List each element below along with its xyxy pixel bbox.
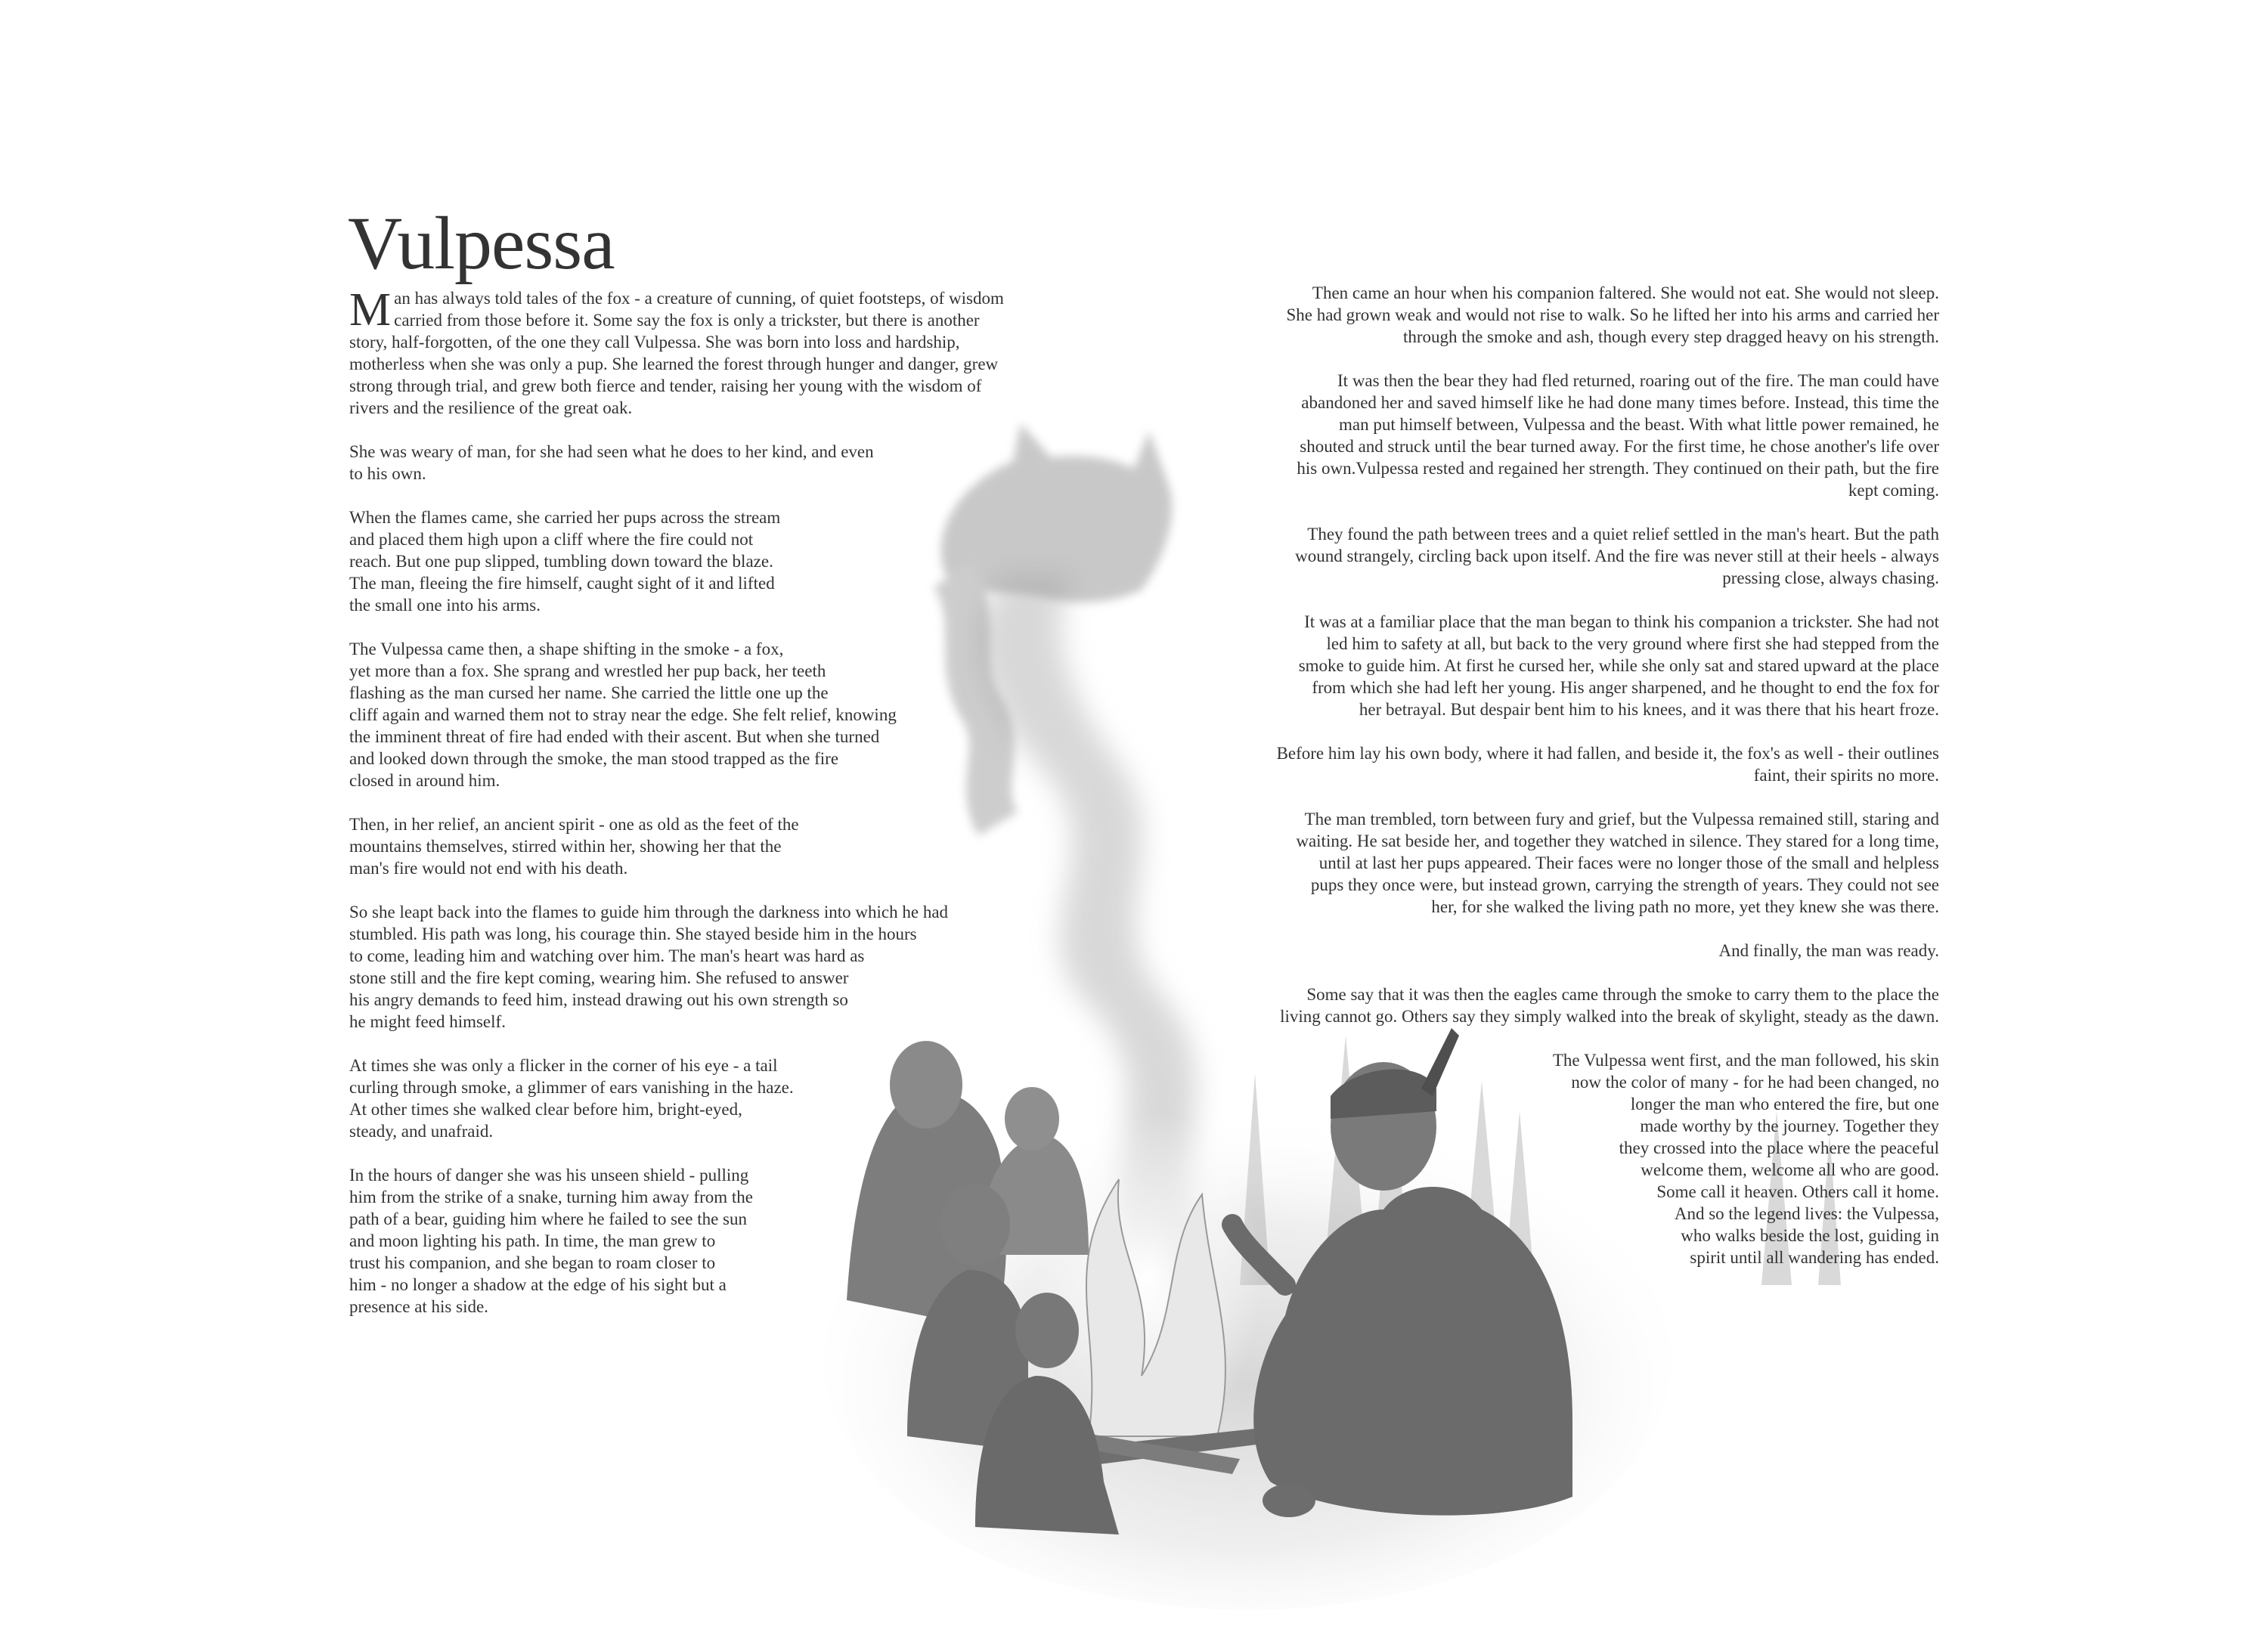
text-line: the imminent threat of fire had ended with their ascent. But when she turned: [349, 727, 880, 746]
text-line: an has always told tales of the fox - a creature of cunning, of quiet footsteps, of wisdom: [394, 289, 1004, 308]
text-line: spirit until all wandering has ended.: [1690, 1248, 1939, 1267]
story-paragraph: [349, 1055, 998, 1142]
text-line: they crossed into the place where the peaceful: [1619, 1138, 1939, 1157]
text-line: It was at a familiar place that the man began to think his companion a trickster. She had not: [1304, 612, 1939, 631]
text-line: Then came an hour when his companion faltered. She would not eat. She would not sleep.: [1312, 283, 1939, 302]
right-text-column: [1134, 282, 1939, 1290]
text-line: They found the path between trees and a quiet relief settled in the man's heart. But the path: [1307, 525, 1939, 544]
text-line: pressing close, always chasing.: [1722, 568, 1939, 587]
text-line: rivers and the resilience of the great oak.: [349, 398, 633, 417]
text-line: trust his companion, and she began to roam closer to: [349, 1253, 716, 1272]
text-line: wound strangely, circling back upon itself. And the fire was never still at their heels - always: [1295, 547, 1939, 565]
text-line: strong through trial, and grew both fierce and tender, raising her young with the wisdom of: [349, 376, 982, 395]
text-line: he might feed himself.: [349, 1012, 506, 1031]
text-line: him from the strike of a snake, turning him away from the: [349, 1188, 753, 1206]
story-paragraph: [349, 1164, 998, 1318]
text-line: waiting. He sat beside her, and together they watched in silence. They stared for a long time,: [1296, 832, 1939, 850]
text-line: led him to safety at all, but back to the very ground where first she had stepped from the: [1326, 634, 1939, 653]
text-line: abandoned her and saved himself like he had done many times before. Instead, this time the: [1301, 393, 1939, 412]
story-paragraph: [1134, 940, 1939, 962]
text-line: She had grown weak and would not rise to walk. So he lifted her into his arms and carried her: [1286, 305, 1939, 324]
text-line: In the hours of danger she was his unseen shield - pulling: [349, 1166, 749, 1185]
text-line: stumbled. His path was long, his courage thin. She stayed beside him in the hours: [349, 924, 917, 943]
text-line: yet more than a fox. She sprang and wrestled her pup back, her teeth: [349, 661, 826, 680]
text-line: story, half-forgotten, of the one they call Vulpessa. She was born into loss and hardship,: [349, 333, 960, 352]
text-line: welcome them, welcome all who are good.: [1641, 1160, 1939, 1179]
text-line: flashing as the man cursed her name. She carried the little one up the: [349, 683, 829, 702]
text-line: kept coming.: [1848, 481, 1939, 500]
text-line: him - no longer a shadow at the edge of his sight but a: [349, 1275, 727, 1294]
stone: [1263, 1484, 1315, 1517]
text-line: to come, leading him and watching over him. The man's heart was hard as: [349, 946, 865, 965]
text-line: to his own.: [349, 464, 426, 483]
text-line: man put himself between, Vulpessa and the beast. With what little power remained, he: [1339, 415, 1939, 434]
text-line: Before him lay his own body, where it had fallen, and beside it, the fox's as well - their outlines: [1276, 744, 1939, 763]
story-paragraph: [349, 441, 998, 485]
text-line: until at last her pups appeared. Their faces were no longer those of the small and helpless: [1318, 853, 1939, 872]
text-line: shouted and struck until the bear turned away. For the first time, he chose another's life over: [1300, 437, 1939, 456]
story-paragraph: [1134, 742, 1939, 786]
text-line: Some call it heaven. Others call it home.: [1656, 1182, 1939, 1201]
story-paragraph: [349, 506, 998, 616]
text-line: who walks beside the lost, guiding in: [1681, 1226, 1939, 1245]
text-line: steady, and unafraid.: [349, 1122, 494, 1141]
text-line: through the smoke and ash, though every step dragged heavy on his strength.: [1402, 327, 1939, 346]
text-line: It was then the bear they had fled returned, roaring out of the fire. The man could have: [1337, 371, 1939, 390]
story-paragraph: [1134, 1049, 1939, 1268]
text-line: At other times she walked clear before him, bright-eyed,: [349, 1100, 742, 1119]
story-paragraph: [1134, 370, 1939, 501]
text-line: the small one into his arms.: [349, 596, 541, 615]
story-paragraph: [349, 901, 998, 1033]
text-line: pups they once were, but instead grown, carrying the strength of years. They could not see: [1310, 875, 1939, 894]
text-line: now the color of many - for he had been changed, no: [1571, 1073, 1939, 1092]
drop-cap: M: [349, 284, 392, 336]
text-line: The man, fleeing the fire himself, caught sight of it and lifted: [349, 574, 775, 593]
text-line: faint, their spirits no more.: [1753, 766, 1939, 785]
text-line: his angry demands to feed him, instead drawing out his own strength so: [349, 990, 848, 1009]
text-line: path of a bear, guiding him where he failed to see the sun: [349, 1209, 747, 1228]
text-line: And finally, the man was ready.: [1718, 941, 1939, 960]
text-line: longer the man who entered the fire, but one: [1630, 1095, 1939, 1113]
text-line: her, for she walked the living path no more, yet they knew she was there.: [1431, 897, 1939, 916]
text-line: cliff again and warned them not to stray near the edge. She felt relief, knowing: [349, 705, 897, 724]
story-paragraph: [349, 638, 998, 791]
story-paragraph: [349, 813, 998, 879]
story-paragraph: [1134, 611, 1939, 720]
text-line: motherless when she was only a pup. She learned the forest through hunger and danger, grew: [349, 355, 999, 373]
page-title: Vulpessa: [348, 201, 615, 285]
text-line: When the flames came, she carried her pups across the stream: [349, 508, 781, 527]
text-line: reach. But one pup slipped, tumbling down toward the blaze.: [349, 552, 773, 571]
text-line: Some say that it was then the eagles came through the smoke to carry them to the place the: [1306, 985, 1939, 1004]
story-paragraph: [1134, 523, 1939, 589]
text-line: At times she was only a flicker in the corner of his eye - a tail: [349, 1056, 778, 1075]
text-line: She was weary of man, for she had seen what he does to her kind, and even: [349, 442, 874, 461]
text-line: stone still and the fire kept coming, wearing him. She refused to answer: [349, 968, 849, 987]
text-line: presence at his side.: [349, 1297, 488, 1316]
story-paragraph: [1134, 983, 1939, 1027]
text-line: The Vulpessa came then, a shape shifting in the smoke - a fox,: [349, 640, 784, 658]
text-line: curling through smoke, a glimmer of ears vanishing in the haze.: [349, 1078, 794, 1097]
text-line: The Vulpessa went first, and the man followed, his skin: [1552, 1051, 1939, 1070]
text-line: and looked down through the smoke, the man stood trapped as the fire: [349, 749, 839, 768]
story-paragraph: [1134, 808, 1939, 918]
text-line: Then, in her relief, an ancient spirit - one as old as the feet of the: [349, 815, 799, 834]
text-line: So she leapt back into the flames to guide him through the darkness into which he had: [349, 903, 949, 921]
text-line: man's fire would not end with his death.: [349, 859, 628, 878]
text-line: from which she had left her young. His anger sharpened, and he thought to end the fox for: [1312, 678, 1939, 697]
text-line: carried from those before it. Some say the fox is only a trickster, but there is another: [394, 311, 980, 330]
text-line: living cannot go. Others say they simply walked into the break of skylight, steady as the dawn.: [1280, 1007, 1939, 1026]
text-line: mountains themselves, stirred within her, showing her that the: [349, 837, 782, 856]
text-line: and placed them high upon a cliff where the fire could not: [349, 530, 754, 549]
text-line: and moon lighting his path. In time, the man grew to: [349, 1231, 716, 1250]
story-paragraph: [1134, 282, 1939, 348]
text-line: his own.Vulpessa rested and regained her strength. They continued on their path, but the fire: [1297, 459, 1939, 478]
text-line: The man trembled, torn between fury and grief, but the Vulpessa remained still, staring and: [1304, 810, 1939, 828]
story-paragraph: [349, 284, 1004, 419]
text-line: smoke to guide him. At first he cursed her, while she only sat and stared upward at the place: [1298, 656, 1939, 675]
text-line: And so the legend lives: the Vulpessa,: [1674, 1204, 1939, 1223]
text-line: made worthy by the journey. Together they: [1640, 1117, 1939, 1135]
text-line: closed in around him.: [349, 771, 500, 790]
left-text-column: [349, 284, 1004, 1340]
text-line: her betrayal. But despair bent him to his knees, and it was there that his heart froze.: [1359, 700, 1939, 719]
